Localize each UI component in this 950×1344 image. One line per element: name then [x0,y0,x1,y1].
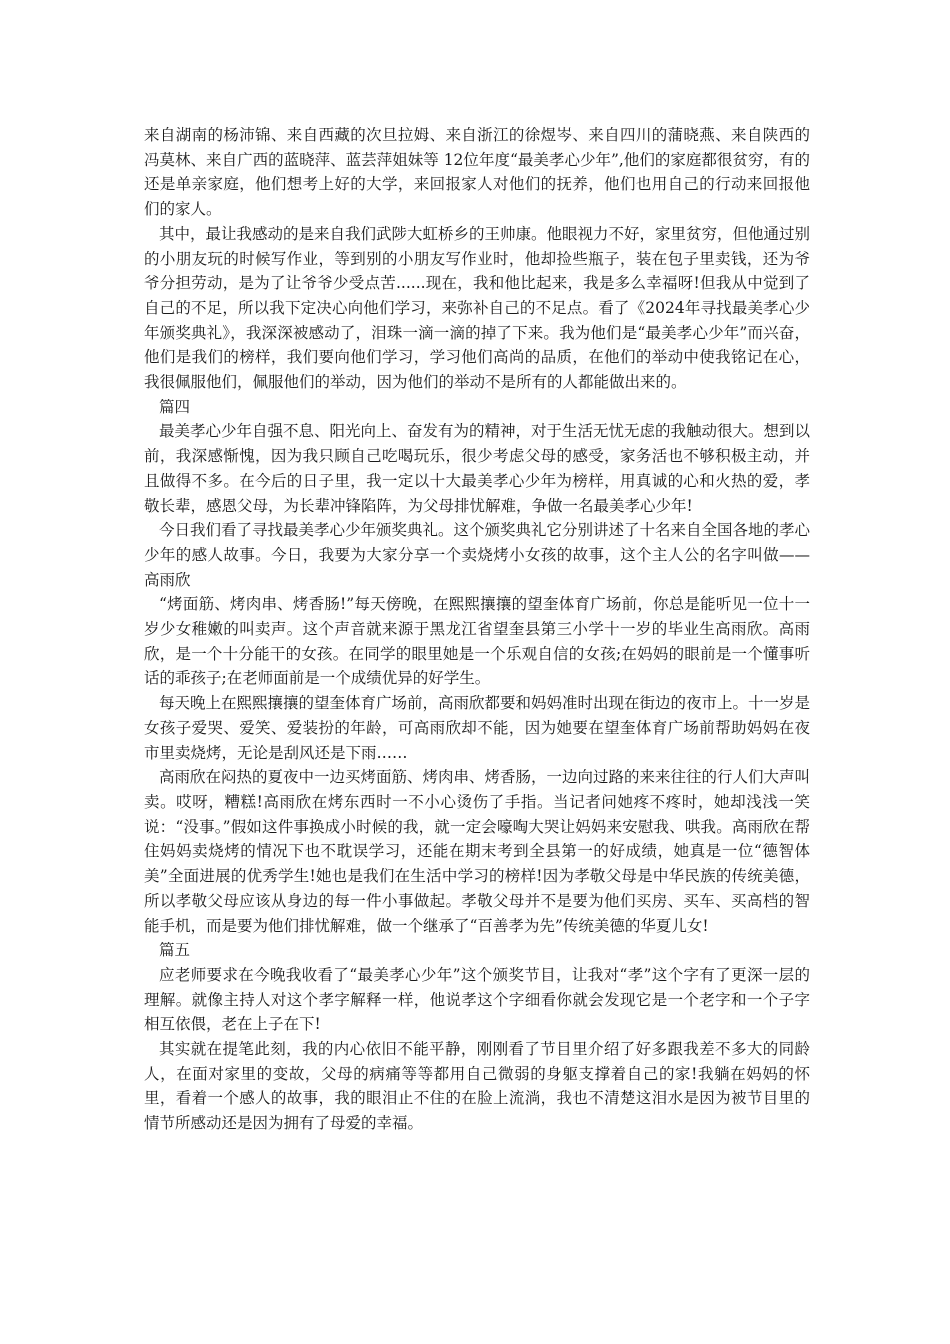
paragraph-gao-yuxin-story: 高雨欣在闷热的夏夜中一边买烤面筋、烤肉串、烤香肠，一边向过路的来来往往的行人们大声叫卖。哎呀，糟糕!高雨欣在烤东西时一不小心烫伤了手指。当记者问她疼不疼时，她却浅浅一笑说：“没事。”假如这件事换成小时候的我，就一定会嚎啕大哭让妈妈来安慰我、哄我。高雨欣在帮住妈妈卖烧烤的情况下也不耽误学习，还能在期末考到全县第一的好成绩，她真是一位“德智体美”全面进展的优秀学生!她也是我们在生活中学习的榜样!因为孝敬父母是中华民族的传统美德，所以孝敬父母应该从身边的每一件小事做起。孝敬父母并不是要为他们买房、买车、买高档的智能手机，而是要为他们排忧解难，做一个继承了“百善孝为先”传统美德的华夏儿女! [144,768,811,935]
paragraph-filial-character: 应老师要求在今晚我收看了“最美孝心少年”这个颁奖节目，让我对“孝”这个字有了更深一层的理解。就像主持人对这个孝字解释一样，他说孝这个字细看你就会发现它是一个老字和一个子字相互依偎，老在上子在下! [144,965,810,1034]
paragraph-reflection: 其实就在提笔此刻，我的内心依旧不能平静，刚刚看了节目里介绍了好多跟我差不多大的同龄人，在面对家里的变故，父母的病痛等等都用自己微弱的身躯支撑着自己的家!我躺在妈妈的怀里，看着一个感人的故事，我的眼泪止不住的在脸上流淌，我也不清楚这泪水是因为被节目里的情节所感动还是因为拥有了母爱的幸福。 [144,1040,810,1133]
paragraph-spirit: 最美孝心少年自强不息、阳光向上、奋发有为的精神，对于生活无忧无虑的我触动很大。想到以前，我深感惭愧，因为我只顾自己吃喝玩乐，很少考虑父母的感受，家务活也不够积极主动，并且做得不多。在今后的日子里，我一定以十大最美孝心少年为榜样，用真诚的心和火热的爱，孝敬长辈，感恩父母，为长辈冲锋陷阵，为父母排忧解难，争做一名最美孝心少年! [144,422,811,515]
paragraph-award-winners: 来自湖南的杨沛锦、来自西藏的次旦拉姆、来自浙江的徐煜岑、来自四川的蒲晓燕、来自陕西的冯莫林、来自广西的蓝晓萍、蓝芸萍姐妹等 12位年度“最美孝心少年”,他们的家庭都很贫穷，有的还是单亲家庭，他们想考上好的大学，来回报家人对他们的抚养，他们也用自己的行动来回报他们的家人。 [144,126,810,219]
paragraph-ceremony: 今日我们看了寻找最美孝心少年颁奖典礼。这个颁奖典礼它分别讲述了十名来自全国各地的孝心少年的感人故事。今日，我要为大家分享一个卖烧烤小女孩的故事，这个主人公的名字叫做——高雨欣 [144,521,811,589]
document-body [144,123,810,1136]
paragraph-gao-yuxin-intro: “烤面筋、烤肉串、烤香肠!”每天傍晚，在熙熙攘攘的望奎体育广场前，你总是能听见一位十一岁少女稚嫩的叫卖声。这个声音就来源于黑龙江省望奎县第三小学十一岁的毕业生高雨欣。高雨欣，是一个十分能干的女孩。在同学的眼里她是一个乐观自信的女孩;在妈妈的眼前是一个懂事听话的乖孩子;在老师面前是一个成绩优异的好学生。 [144,595,810,688]
paragraph-night-market: 每天晚上在熙熙攘攘的望奎体育广场前，高雨欣都要和妈妈准时出现在街边的夜市上。十一岁是女孩子爱哭、爱笑、爱装扮的年龄，可高雨欣却不能，因为她要在望奎体育广场前帮助妈妈在夜市里卖烧烤，无论是刮风还是下雨…… [144,694,811,762]
paragraph-wang-shuaikang: 其中，最让我感动的是来自我们武陟大虹桥乡的王帅康。他眼视力不好，家里贫穷，但他通过别的小朋友玩的时候写作业，等到别的小朋友写作业时，他却捡些瓶子，装在包子里卖钱，还为爷爷分担劳动，是为了让爷爷少受点苦......现在，我和他比起来，我是多么幸福呀!但我从中觉到了自己的不足，所以我下定决心向他们学习，来弥补自己的不足点。看了《2024年寻找最美孝心少年颁奖典礼》，我深深被感动了，泪珠一滴一滴的掉了下来。我为他们是“最美孝心少年”而兴奋，他们是我们的榜样，我们要向他们学习，学习他们高尚的品质，在他们的举动中使我铭记在心，我很佩服他们，佩服他们的举动，因为他们的举动不是所有的人都能做出来的。 [144,224,811,392]
section-heading-5: 篇五 [159,941,191,960]
section-heading-4: 篇四 [159,397,191,416]
